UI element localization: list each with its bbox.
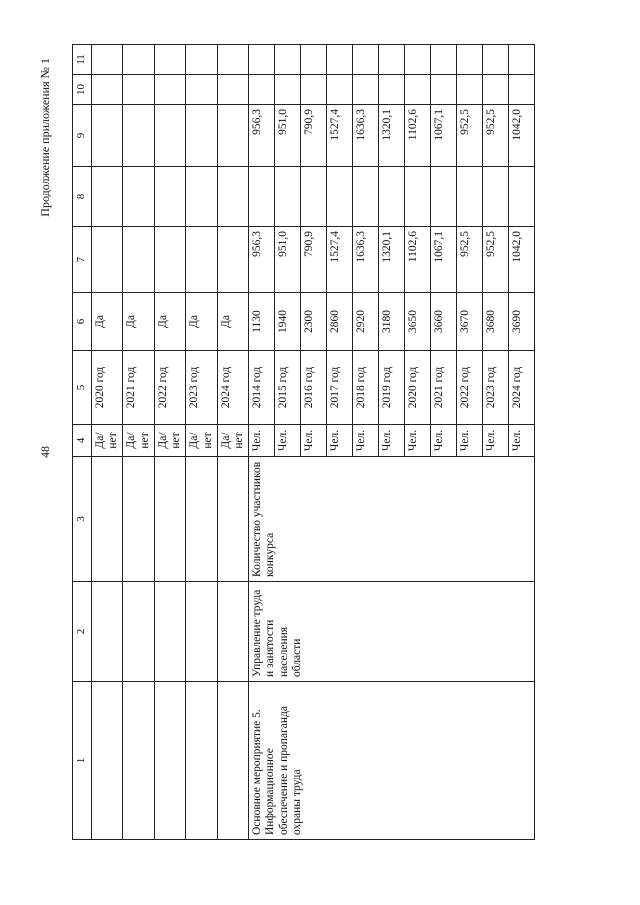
planned-value-cell: 1130 xyxy=(249,293,275,351)
year-cell: 2019 год xyxy=(379,351,405,425)
column-number-11: 11 xyxy=(73,45,92,75)
empty-cell xyxy=(186,227,217,293)
empty-cell xyxy=(186,45,217,75)
funding-total-cell: 1320,1 xyxy=(379,227,405,293)
unit-cell: Да/ нет xyxy=(154,425,185,457)
year-cell: 2021 год xyxy=(431,351,457,425)
year-cell: 2023 год xyxy=(483,351,509,425)
funding-total-cell: 956,3 xyxy=(249,227,275,293)
unit-cell: Чел. xyxy=(483,425,509,457)
planned-value-cell: 1940 xyxy=(275,293,301,351)
empty-cell xyxy=(92,45,123,75)
funding-col8-cell xyxy=(353,167,379,227)
table-row xyxy=(123,45,154,840)
column-number-7: 7 xyxy=(73,227,92,293)
column-number-9: 9 xyxy=(73,105,92,167)
funding-total-cell: 1527,4 xyxy=(327,227,353,293)
unit-cell: Чел. xyxy=(431,425,457,457)
value-cell: Да xyxy=(186,293,217,351)
funding-regional-cell: 951,0 xyxy=(275,105,301,167)
funding-col8-cell xyxy=(431,167,457,227)
unit-cell: Чел. xyxy=(249,425,275,457)
indicator-name: Количество участников конкурса xyxy=(249,457,535,582)
funding-col11-cell xyxy=(275,45,301,75)
indicator-cell xyxy=(154,457,185,582)
rotated-sheet xyxy=(20,22,620,882)
column-number-row xyxy=(73,45,92,840)
empty-cell xyxy=(154,167,185,227)
funding-regional-cell: 1636,3 xyxy=(353,105,379,167)
funding-total-cell: 1636,3 xyxy=(353,227,379,293)
unit-cell: Да/ нет xyxy=(123,425,154,457)
executor-cell xyxy=(217,582,248,682)
empty-cell xyxy=(92,167,123,227)
funding-col11-cell xyxy=(431,45,457,75)
planned-value-cell: 2920 xyxy=(353,293,379,351)
year-cell: 2018 год xyxy=(353,351,379,425)
planned-value-cell: 3660 xyxy=(431,293,457,351)
year-cell: 2016 год xyxy=(301,351,327,425)
unit-cell: Да/ нет xyxy=(217,425,248,457)
funding-col8-cell xyxy=(405,167,431,227)
unit-cell: Чел. xyxy=(405,425,431,457)
funding-col11-cell xyxy=(405,45,431,75)
funding-total-cell: 790,9 xyxy=(301,227,327,293)
funding-regional-cell: 1067,1 xyxy=(431,105,457,167)
funding-regional-cell: 1320,1 xyxy=(379,105,405,167)
year-cell: 2017 год xyxy=(327,351,353,425)
funding-total-cell: 1042,0 xyxy=(509,227,535,293)
year-cell: 2024 год xyxy=(217,351,248,425)
planned-value-cell: 3680 xyxy=(483,293,509,351)
funding-col8-cell xyxy=(457,167,483,227)
executor-cell xyxy=(92,582,123,682)
year-cell: 2021 год xyxy=(123,351,154,425)
measure-cell xyxy=(186,682,217,840)
funding-regional-cell: 1102,6 xyxy=(405,105,431,167)
appendix-table xyxy=(72,44,535,840)
funding-col8-cell xyxy=(275,167,301,227)
funding-col8-cell xyxy=(483,167,509,227)
empty-cell xyxy=(217,45,248,75)
empty-cell xyxy=(92,227,123,293)
measure-cell xyxy=(217,682,248,840)
value-cell: Да xyxy=(123,293,154,351)
funding-regional-cell: 1042,0 xyxy=(509,105,535,167)
measure-cell xyxy=(92,682,123,840)
executor-cell xyxy=(186,582,217,682)
measure-cell xyxy=(123,682,154,840)
unit-cell: Чел. xyxy=(327,425,353,457)
funding-col10-cell xyxy=(457,75,483,105)
funding-col11-cell xyxy=(301,45,327,75)
empty-cell xyxy=(186,75,217,105)
empty-cell xyxy=(154,227,185,293)
planned-value-cell: 3690 xyxy=(509,293,535,351)
funding-regional-cell: 952,5 xyxy=(483,105,509,167)
funding-total-cell: 952,5 xyxy=(457,227,483,293)
unit-cell: Чел. xyxy=(509,425,535,457)
funding-col10-cell xyxy=(353,75,379,105)
funding-total-cell: 952,5 xyxy=(483,227,509,293)
funding-col8-cell xyxy=(301,167,327,227)
funding-col10-cell xyxy=(509,75,535,105)
empty-cell xyxy=(217,227,248,293)
table-row xyxy=(92,45,123,840)
funding-col11-cell xyxy=(509,45,535,75)
column-number-10: 10 xyxy=(73,75,92,105)
value-cell: Да xyxy=(154,293,185,351)
funding-regional-cell: 956,3 xyxy=(249,105,275,167)
appendix-title: Продолжение приложения № 1 xyxy=(38,58,52,217)
unit-cell: Да/ нет xyxy=(186,425,217,457)
value-cell: Да xyxy=(92,293,123,351)
year-cell: 2022 год xyxy=(154,351,185,425)
empty-cell xyxy=(123,105,154,167)
funding-col8-cell xyxy=(327,167,353,227)
executor-cell xyxy=(123,582,154,682)
indicator-cell xyxy=(92,457,123,582)
indicator-cell xyxy=(217,457,248,582)
funding-col8-cell xyxy=(509,167,535,227)
funding-col10-cell xyxy=(483,75,509,105)
funding-col11-cell xyxy=(457,45,483,75)
funding-regional-cell: 790,9 xyxy=(301,105,327,167)
table-row xyxy=(217,45,248,840)
funding-col11-cell xyxy=(327,45,353,75)
column-number-8: 8 xyxy=(73,167,92,227)
measure-name: Основное мероприятие 5. Информационное обеспечение и пропаганда охраны труда xyxy=(249,682,535,840)
unit-cell: Чел. xyxy=(379,425,405,457)
funding-col11-cell xyxy=(249,45,275,75)
empty-cell xyxy=(154,45,185,75)
table-row xyxy=(186,45,217,840)
unit-cell: Чел. xyxy=(301,425,327,457)
year-cell: 2020 год xyxy=(405,351,431,425)
executor-name: Управление труда и занятости населения области xyxy=(249,582,535,682)
funding-col11-cell xyxy=(379,45,405,75)
funding-col10-cell xyxy=(275,75,301,105)
column-number-6: 6 xyxy=(73,293,92,351)
funding-col10-cell xyxy=(379,75,405,105)
table-row xyxy=(249,45,275,840)
year-cell: 2022 год xyxy=(457,351,483,425)
planned-value-cell: 3670 xyxy=(457,293,483,351)
year-cell: 2024 год xyxy=(509,351,535,425)
column-number-1: 1 xyxy=(73,682,92,840)
indicator-cell xyxy=(186,457,217,582)
column-number-5: 5 xyxy=(73,351,92,425)
measure-cell xyxy=(154,682,185,840)
empty-cell xyxy=(123,227,154,293)
funding-col10-cell xyxy=(249,75,275,105)
funding-col8-cell xyxy=(379,167,405,227)
funding-regional-cell: 1527,4 xyxy=(327,105,353,167)
planned-value-cell: 3650 xyxy=(405,293,431,351)
empty-cell xyxy=(217,167,248,227)
unit-cell: Да/ нет xyxy=(92,425,123,457)
year-cell: 2023 год xyxy=(186,351,217,425)
funding-total-cell: 1067,1 xyxy=(431,227,457,293)
executor-cell xyxy=(154,582,185,682)
funding-total-cell: 951,0 xyxy=(275,227,301,293)
empty-cell xyxy=(123,167,154,227)
empty-cell xyxy=(154,105,185,167)
column-number-4: 4 xyxy=(73,425,92,457)
year-cell: 2015 год xyxy=(275,351,301,425)
indicator-cell xyxy=(123,457,154,582)
empty-cell xyxy=(154,75,185,105)
planned-value-cell: 3180 xyxy=(379,293,405,351)
funding-col10-cell xyxy=(301,75,327,105)
empty-cell xyxy=(92,105,123,167)
funding-col11-cell xyxy=(483,45,509,75)
unit-cell: Чел. xyxy=(275,425,301,457)
year-cell: 2014 год xyxy=(249,351,275,425)
year-cell: 2020 год xyxy=(92,351,123,425)
page-number: 48 xyxy=(38,446,52,458)
funding-total-cell: 1102,6 xyxy=(405,227,431,293)
column-number-3: 3 xyxy=(73,457,92,582)
planned-value-cell: 2300 xyxy=(301,293,327,351)
empty-cell xyxy=(123,45,154,75)
funding-col10-cell xyxy=(405,75,431,105)
empty-cell xyxy=(123,75,154,105)
empty-cell xyxy=(217,75,248,105)
empty-cell xyxy=(92,75,123,105)
table-row xyxy=(154,45,185,840)
column-number-2: 2 xyxy=(73,582,92,682)
empty-cell xyxy=(186,105,217,167)
funding-col10-cell xyxy=(431,75,457,105)
funding-col8-cell xyxy=(249,167,275,227)
empty-cell xyxy=(217,105,248,167)
empty-cell xyxy=(186,167,217,227)
value-cell: Да xyxy=(217,293,248,351)
unit-cell: Чел. xyxy=(457,425,483,457)
unit-cell: Чел. xyxy=(353,425,379,457)
funding-col11-cell xyxy=(353,45,379,75)
funding-col10-cell xyxy=(327,75,353,105)
planned-value-cell: 2860 xyxy=(327,293,353,351)
funding-regional-cell: 952,5 xyxy=(457,105,483,167)
